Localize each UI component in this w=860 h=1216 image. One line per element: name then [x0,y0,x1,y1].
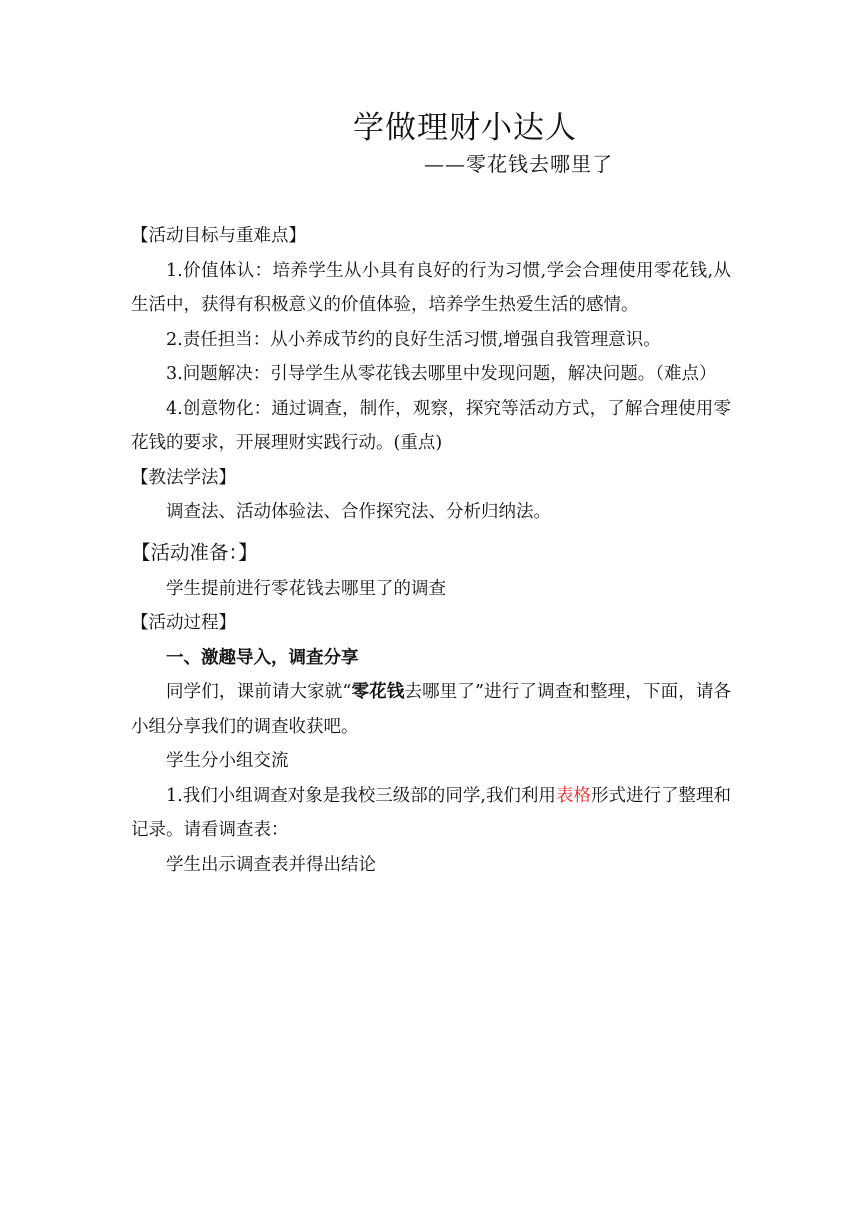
preparation-text: 学生提前进行零花钱去哪里了的调查 [166,578,446,599]
goal-item-1: 1.价值体认：培养学生从小具有良好的行为习惯,学会合理使用零花钱,从生活中，获得有积极意义的价值体验，培养学生热爱生活的感情。 [131,260,731,315]
heading-methods: 【教法学法】 [131,467,236,488]
document-title: 学做理财小达人 [353,110,577,146]
para3-text-b: 形式进行了整理和记录。请看调查表： [131,785,732,840]
methods-text: 调查法、活动体验法、合作探究法、分析归纳法。 [166,502,551,522]
process-paragraph-1 [131,675,731,744]
document-subtitle: ——零花钱去哪里了 [424,152,613,176]
para1-text-a: 同学们，课前请大家就“ [166,682,352,702]
para3-red-text: 表格 [555,785,591,806]
para1-text-b: 去哪里了”进行了调查和整理，下面，请各小组分享我们的调查收获吧。 [131,682,731,737]
heading-goals: 【活动目标与重难点】 [131,226,306,246]
para3-text-a: 1.我们小组调查对象是我校三级部的同学,我们利用 [166,785,556,806]
para1-bold-text: 零花钱 [351,682,405,702]
goal-item-2: 2.责任担当：从小养成节约的良好生活习惯,增强自我管理意识。 [166,329,661,350]
heading-preparation: 【活动准备：】 [131,540,258,564]
goal-item-4: 4.创意物化：通过调查，制作，观察，探究等活动方式，了解合理使用零花钱的要求，开展理财实践行动。(重点) [131,398,731,453]
document-body [131,219,731,882]
process-paragraph-3 [131,779,731,848]
process-paragraph-4: 学生出示调查表并得出结论 [166,854,376,875]
goal-item-3: 3.问题解决：引导学生从零花钱去哪里中发现问题，解决问题。（难点） [166,364,717,384]
step1-title: 一、激趣导入，调查分享 [166,647,359,668]
heading-process: 【活动过程】 [131,613,236,633]
process-paragraph-2: 学生分小组交流 [166,751,289,771]
